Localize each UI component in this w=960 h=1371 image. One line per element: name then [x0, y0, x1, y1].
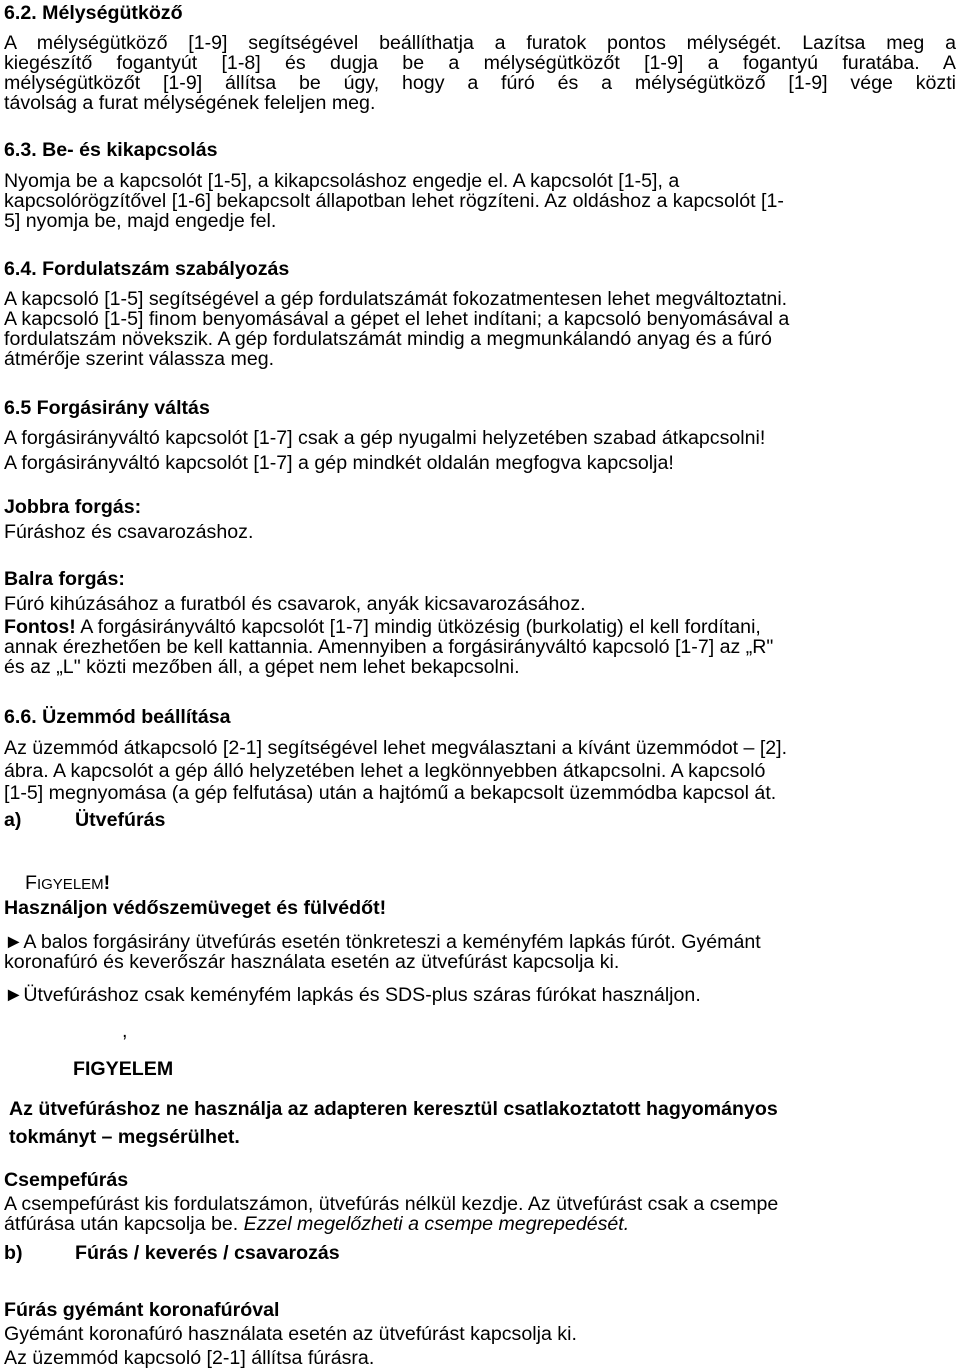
- warning-2-line-2: tokmányt – megsérülhet.: [9, 1126, 240, 1148]
- warning-heading-rest: IGYELEM: [36, 876, 104, 893]
- tile-drilling-title: Csempefúrás: [4, 1169, 129, 1191]
- subsection-a-marker: a): [4, 809, 22, 831]
- section-6-2-line-3: mélységütközőt [1-9] állítsa be úgy, hogy a fúró és a mélységütköző [1-9] vége közti: [4, 72, 956, 94]
- section-6-6-title: 6.6. Üzemmód beállítása: [4, 706, 231, 728]
- diamond-drilling-line-2: Az üzemmód kapcsoló [2-1] állítsa fúrásra.: [4, 1347, 375, 1369]
- tile-drilling-line-1: A csempefúrást kis fordulatszámon, ütvefúrás nélkül kezdje. Az ütvefúrást csak a csempe: [4, 1193, 779, 1215]
- tile-drilling-line-2-italic: Ezzel megelőzheti a csempe megrepedését.: [243, 1213, 630, 1235]
- bullet-1-line-1-text: A balos forgásirány ütvefúrás esetén tönkreteszi a keményfém lapkás fúrót. Gyémánt: [23, 931, 761, 953]
- bullet-2: [4, 984, 701, 1006]
- left-rotation-text: Fúró kihúzásához a furatból és csavarok, anyák kicsavarozásához.: [4, 593, 586, 615]
- important-label: Fontos!: [4, 616, 76, 638]
- bullet-1-line-1: [4, 931, 761, 953]
- diamond-drilling-line-1: Gyémánt koronafúró használata esetén az ütvefúrást kapcsolja ki.: [4, 1323, 577, 1345]
- diamond-drilling-title: Fúrás gyémánt koronafúróval: [4, 1299, 280, 1321]
- subsection-a-title: Ütvefúrás: [75, 809, 166, 831]
- important-line-2: annak érezhetően be kell kattannia. Amennyiben a forgásirányváltó kapcsoló [1-7] az „R": [4, 636, 774, 658]
- right-rotation-title: Jobbra forgás:: [4, 496, 142, 518]
- section-6-6-line-2: ábra. A kapcsolót a gép álló helyzetében lehet a legkönnyebben átkapcsolni. A kapcsoló: [4, 760, 766, 782]
- left-rotation-title: Balra forgás:: [4, 568, 125, 590]
- section-6-5-line-1: A forgásirányváltó kapcsolót [1-7] csak a gép nyugalmi helyzetében szabad átkapcsolni!: [4, 427, 766, 449]
- tile-drilling-line-2: [4, 1213, 629, 1235]
- warning-heading: [25, 872, 110, 896]
- important-line-1-rest: A forgásirányváltó kapcsolót [1-7] mindig ütközésig (burkolatig) el kell fordítani,: [75, 616, 761, 638]
- bullet-1-line-2: koronafúró és keverőszár használata esetén az ütvefúrást kapcsolja ki.: [4, 951, 620, 973]
- warning-heading-2: FIGYELEM: [73, 1058, 174, 1080]
- section-6-4-title: 6.4. Fordulatszám szabályozás: [4, 258, 290, 280]
- section-6-6-line-1: Az üzemmód átkapcsoló [2-1] segítségével lehet megválasztani a kívánt üzemmódot – [2].: [4, 737, 788, 759]
- stray-comma: ,: [122, 1020, 128, 1042]
- section-6-6-line-3: [1-5] megnyomása (a gép felfutása) után a hajtómű a bekapcsolt üzemmódba kapcsol át.: [4, 782, 777, 804]
- section-6-4-line-4: átmérője szerint válassza meg.: [4, 348, 275, 370]
- warning-goggles: Használjon védőszemüveget és fülvédőt!: [4, 897, 387, 919]
- section-6-2-line-2: kiegészítő fogantyút [1-8] és dugja be a mélységütközőt [1-9] a fogantyú furatába. A: [4, 52, 956, 74]
- subsection-b-marker: b): [4, 1242, 23, 1264]
- subsection-b-title: Fúrás / keverés / csavarozás: [75, 1242, 340, 1264]
- section-6-5-line-2: A forgásirányváltó kapcsolót [1-7] a gép mindkét oldalán megfogva kapcsolja!: [4, 452, 674, 474]
- section-6-4-line-2: A kapcsoló [1-5] finom benyomásával a gépet el lehet indítani; a kapcsoló benyomásával a: [4, 308, 790, 330]
- warning-heading-bang: !: [103, 872, 111, 894]
- arrow-right-icon: ►: [4, 931, 24, 953]
- section-6-3-title: 6.3. Be- és kikapcsolás: [4, 139, 218, 161]
- section-6-2-title: 6.2. Mélységütköző: [4, 2, 183, 24]
- section-6-4-line-1: A kapcsoló [1-5] segítségével a gép fordulatszámát fokozatmentesen lehet megváltoztatni.: [4, 288, 788, 310]
- bullet-2-text: Ütvefúráshoz csak keményfém lapkás és SDS-plus száras fúrókat használjon.: [23, 984, 701, 1006]
- section-6-3-line-1: Nyomja be a kapcsolót [1-5], a kikapcsoláshoz engedje el. A kapcsolót [1-5], a: [4, 170, 680, 192]
- important-line-1: [4, 616, 761, 638]
- important-line-3: és az „L" közti mezőben áll, a gépet nem lehet bekapcsolni.: [4, 656, 520, 678]
- section-6-3-line-3: 5] nyomja be, majd engedje fel.: [4, 210, 277, 232]
- warning-heading-initial: F: [25, 872, 37, 894]
- section-6-2-line-4: távolság a furat mélységének feleljen meg.: [4, 92, 376, 114]
- section-6-4-line-3: fordulatszám növekszik. A gép fordulatszámát mindig a megmunkálandó anyag és a fúró: [4, 328, 772, 350]
- arrow-right-icon: ►: [4, 984, 24, 1006]
- right-rotation-text: Fúráshoz és csavarozáshoz.: [4, 521, 254, 543]
- section-6-5-title: 6.5 Forgásirány váltás: [4, 397, 210, 419]
- tile-drilling-line-2-plain: átfúrása után kapcsolja be.: [4, 1213, 244, 1235]
- section-6-2-line-1: A mélységütköző [1-9] segítségével beállíthatja a furatok pontos mélységét. Lazítsa meg a: [4, 32, 956, 54]
- section-6-3-line-2: kapcsolórögzítővel [1-6] bekapcsolt állapotban lehet rögzíteni. Az oldáshoz a kapcsolót [1-: [4, 190, 784, 212]
- warning-2-line-1: Az ütvefúráshoz ne használja az adapteren keresztül csatlakoztatott hagyományos: [9, 1098, 778, 1120]
